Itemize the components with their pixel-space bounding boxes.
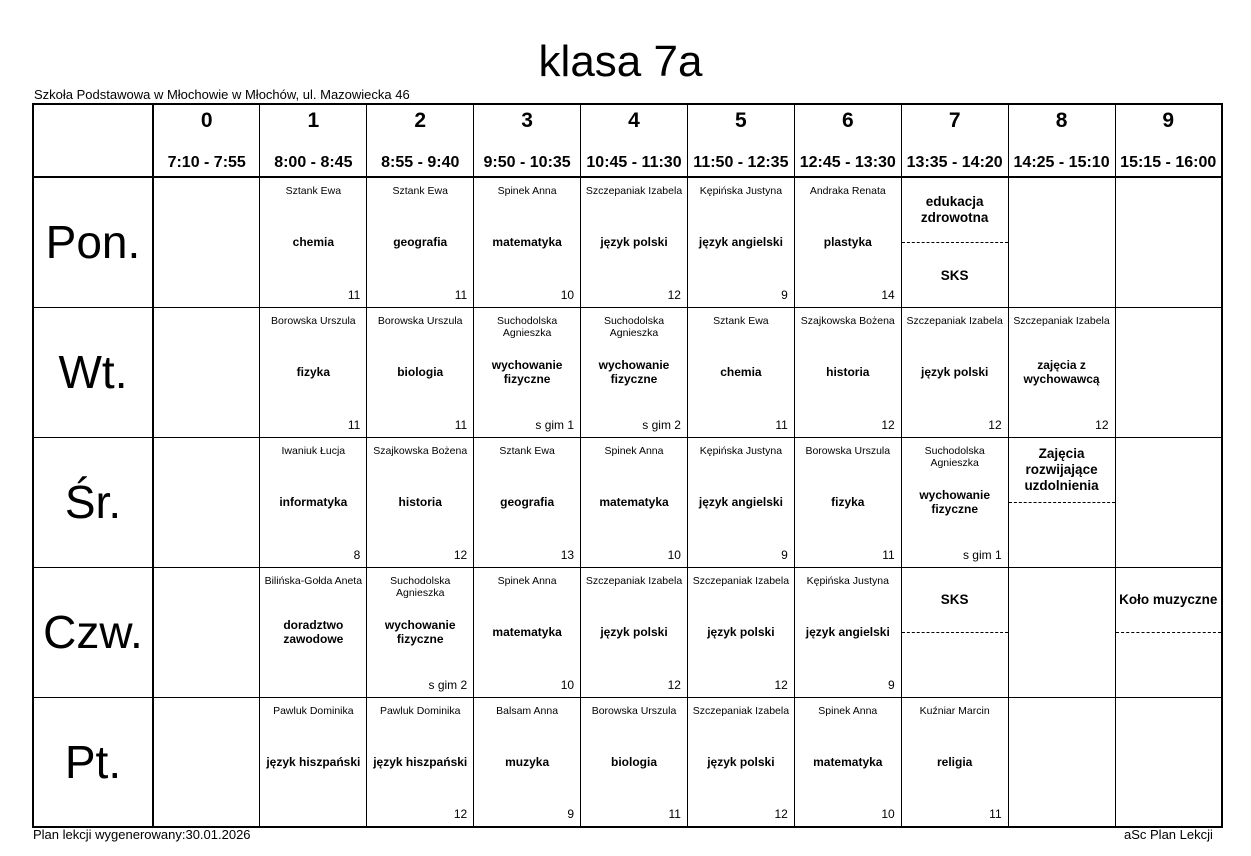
lesson-subject: wychowanie fizyczne bbox=[598, 357, 670, 386]
generated-note: Plan lekcji wygenerowany:30.01.2026 bbox=[33, 827, 251, 842]
lesson-room: s gim 1 bbox=[962, 547, 1002, 562]
period-time: 8:55 - 9:40 bbox=[381, 154, 460, 171]
timetable-grid bbox=[32, 103, 1223, 828]
day-header bbox=[33, 307, 153, 437]
lesson-cell[interactable] bbox=[687, 177, 794, 307]
lesson-cell[interactable] bbox=[901, 307, 1008, 437]
lesson-teacher: Borowska Urszula bbox=[805, 444, 891, 457]
period-time: 7:10 - 7:55 bbox=[167, 154, 246, 171]
empty-cell bbox=[1115, 697, 1222, 827]
lesson-subject: geografia bbox=[393, 235, 448, 249]
empty-cell bbox=[1008, 567, 1115, 697]
period-number: 7 bbox=[948, 109, 961, 132]
lesson-teacher: Kępińska Justyna bbox=[699, 444, 783, 457]
period-number: 2 bbox=[414, 109, 427, 132]
empty-cell bbox=[153, 437, 260, 567]
lesson-subject: zajęcia z wychowawcą bbox=[1023, 357, 1100, 386]
lesson-cell[interactable] bbox=[794, 307, 901, 437]
split-divider bbox=[902, 632, 1008, 633]
period-header-6 bbox=[794, 104, 901, 177]
lesson-subject: matematyka bbox=[492, 235, 562, 249]
lesson-subject: muzyka bbox=[505, 754, 550, 769]
lesson-room: 12 bbox=[667, 677, 681, 692]
lesson-room: 12 bbox=[667, 287, 681, 302]
lesson-cell[interactable] bbox=[260, 697, 367, 827]
day-name: Czw. bbox=[43, 606, 143, 658]
lesson-subject: chemia bbox=[720, 364, 762, 379]
lesson-cell[interactable] bbox=[581, 697, 688, 827]
lesson-room: 11 bbox=[989, 807, 1002, 821]
app-credit: aSc Plan Lekcji bbox=[1124, 827, 1213, 842]
lesson-subject: wychowanie fizyczne bbox=[491, 357, 563, 386]
period-time: 11:50 - 12:35 bbox=[693, 154, 789, 171]
lesson-teacher: Kępińska Justyna bbox=[806, 574, 889, 587]
lesson-room: s gim 1 bbox=[535, 417, 575, 432]
lesson-room: 12 bbox=[774, 677, 788, 692]
empty-cell bbox=[1008, 177, 1115, 307]
split-divider bbox=[902, 242, 1008, 243]
day-row bbox=[33, 567, 1222, 697]
period-header-1 bbox=[260, 104, 367, 177]
period-time: 9:50 - 10:35 bbox=[483, 154, 571, 171]
lesson-subject-top: SKS bbox=[940, 591, 969, 607]
lesson-room: 11 bbox=[882, 547, 895, 562]
lesson-subject: język angielski bbox=[698, 235, 783, 249]
period-time: 14:25 - 15:10 bbox=[1013, 154, 1110, 171]
lesson-room: 10 bbox=[667, 547, 681, 562]
lesson-subject: język polski bbox=[707, 754, 775, 769]
lesson-cell[interactable] bbox=[794, 567, 901, 697]
school-name: Szkoła Podstawowa w Młochowie w Młochów, ul. Mazowiecka 46 bbox=[34, 87, 410, 102]
lesson-cell[interactable] bbox=[474, 697, 581, 827]
lesson-room: 8 bbox=[353, 547, 361, 562]
empty-cell bbox=[1008, 697, 1115, 827]
period-number: 8 bbox=[1055, 109, 1068, 132]
lesson-teacher: Sztank Ewa bbox=[713, 314, 769, 327]
lesson-cell[interactable] bbox=[474, 307, 581, 437]
lesson-teacher: Bilińska-Gołda Aneta bbox=[264, 574, 363, 587]
lesson-cell[interactable] bbox=[367, 307, 474, 437]
lesson-subject: język polski bbox=[707, 624, 775, 639]
lesson-subject: historia bbox=[826, 364, 870, 379]
day-header bbox=[33, 697, 153, 827]
lesson-cell[interactable] bbox=[367, 697, 474, 827]
lesson-teacher: Iwaniuk Łucja bbox=[281, 444, 346, 457]
lesson-room: 12 bbox=[1095, 417, 1109, 432]
lesson-subject: historia bbox=[398, 494, 442, 509]
lesson-teacher: Borowska Urszula bbox=[591, 704, 677, 717]
period-time: 15:15 - 16:00 bbox=[1120, 154, 1217, 171]
period-header-2 bbox=[367, 104, 474, 177]
lesson-room: s gim 2 bbox=[642, 417, 681, 432]
lesson-room: 10 bbox=[881, 807, 895, 821]
lesson-cell[interactable] bbox=[794, 177, 901, 307]
corner-cell bbox=[33, 104, 153, 177]
lesson-cell[interactable] bbox=[901, 567, 1008, 697]
empty-cell bbox=[1115, 437, 1222, 567]
lesson-room: 11 bbox=[668, 807, 681, 821]
lesson-cell[interactable] bbox=[1008, 307, 1115, 437]
lesson-cell[interactable] bbox=[1115, 567, 1222, 697]
lesson-cell[interactable] bbox=[581, 567, 688, 697]
lesson-cell[interactable] bbox=[260, 437, 367, 567]
lesson-cell[interactable] bbox=[367, 437, 474, 567]
lesson-subject: informatyka bbox=[279, 494, 348, 509]
lesson-subject: język hiszpański bbox=[266, 754, 361, 769]
empty-cell bbox=[153, 307, 260, 437]
day-name: Pon. bbox=[45, 216, 141, 269]
lesson-subject: matematyka bbox=[492, 624, 562, 639]
lesson-subject: religia bbox=[937, 754, 973, 769]
lesson-teacher: Kuźniar Marcin bbox=[919, 704, 990, 717]
lesson-subject: język angielski bbox=[698, 494, 783, 509]
lesson-subject: fizyka bbox=[831, 494, 865, 509]
lesson-teacher: Andraka Renata bbox=[809, 185, 886, 197]
lesson-teacher: Szajkowska Bożena bbox=[373, 444, 468, 457]
lesson-subject: matematyka bbox=[813, 754, 883, 769]
period-time: 12:45 - 13:30 bbox=[799, 154, 896, 171]
day-name: Pt. bbox=[64, 735, 122, 788]
period-header-9 bbox=[1115, 104, 1222, 177]
lesson-subject: język angielski bbox=[805, 624, 890, 639]
lesson-teacher: Spinek Anna bbox=[497, 185, 557, 197]
lesson-subject: język polski bbox=[600, 624, 668, 639]
lesson-cell[interactable] bbox=[474, 437, 581, 567]
lesson-teacher: Balsam Anna bbox=[496, 704, 559, 717]
period-header-5 bbox=[687, 104, 794, 177]
lesson-teacher: Sztank Ewa bbox=[285, 185, 342, 197]
lesson-cell[interactable] bbox=[367, 177, 474, 307]
lesson-teacher: Borowska Urszula bbox=[271, 314, 356, 327]
lesson-teacher: Szczepaniak Izabela bbox=[1013, 314, 1110, 327]
lesson-teacher: Sztank Ewa bbox=[392, 185, 448, 197]
lesson-teacher: Szczepaniak Izabela bbox=[585, 574, 683, 587]
lesson-cell[interactable] bbox=[794, 437, 901, 567]
lesson-teacher: Borowska Urszula bbox=[377, 314, 463, 327]
lesson-teacher: Pawluk Dominika bbox=[273, 704, 354, 717]
lesson-teacher: Sztank Ewa bbox=[499, 444, 555, 457]
period-header-0 bbox=[153, 104, 260, 177]
lesson-room: 11 bbox=[347, 417, 361, 432]
lesson-subject: chemia bbox=[292, 235, 335, 249]
lesson-cell[interactable] bbox=[581, 437, 688, 567]
lesson-room: 9 bbox=[567, 807, 575, 821]
day-row bbox=[33, 437, 1222, 567]
day-name: Śr. bbox=[64, 476, 122, 528]
lesson-room: 12 bbox=[453, 547, 468, 562]
lesson-subject: matematyka bbox=[599, 494, 669, 509]
split-divider bbox=[1009, 502, 1115, 503]
empty-cell bbox=[1115, 177, 1222, 307]
empty-cell bbox=[153, 697, 260, 827]
lesson-cell[interactable] bbox=[687, 697, 794, 827]
lesson-subject: język polski bbox=[600, 235, 668, 249]
lesson-cell[interactable] bbox=[474, 177, 581, 307]
period-time: 8:00 - 8:45 bbox=[274, 154, 353, 171]
period-header-row bbox=[33, 104, 1222, 177]
lesson-teacher: Szczepaniak Izabela bbox=[692, 704, 790, 717]
lesson-cell[interactable] bbox=[260, 177, 367, 307]
lesson-cell[interactable] bbox=[474, 567, 581, 697]
lesson-subject-top: Koło muzyczne bbox=[1119, 591, 1218, 607]
period-number: 6 bbox=[841, 109, 854, 132]
lesson-subject: doradztwo zawodowe bbox=[283, 617, 344, 646]
lesson-room: 9 bbox=[781, 287, 788, 302]
lesson-subject: geografia bbox=[500, 494, 555, 509]
lesson-room: 13 bbox=[560, 547, 575, 562]
lesson-cell[interactable] bbox=[901, 437, 1008, 567]
lesson-room: s gim 2 bbox=[428, 677, 468, 692]
lesson-room: 12 bbox=[453, 807, 468, 821]
page-title: klasa 7a bbox=[538, 37, 703, 86]
lesson-cell[interactable] bbox=[1008, 437, 1115, 567]
period-number: 1 bbox=[307, 109, 320, 132]
day-name: Wt. bbox=[58, 346, 128, 398]
lesson-cell[interactable] bbox=[687, 437, 794, 567]
lesson-teacher: Suchodolska Agnieszka bbox=[603, 314, 665, 339]
lesson-cell[interactable] bbox=[581, 307, 688, 437]
lesson-subject-top: Zajęcia rozwijające uzdolnienia bbox=[1024, 445, 1099, 493]
lesson-teacher: Szajkowska Bożena bbox=[800, 314, 895, 327]
lesson-teacher: Spinek Anna bbox=[818, 704, 878, 717]
lesson-subject: fizyka bbox=[296, 364, 331, 379]
lesson-room: 12 bbox=[881, 417, 895, 432]
lesson-teacher: Kępińska Justyna bbox=[699, 185, 783, 197]
lesson-teacher: Suchodolska Agnieszka bbox=[497, 314, 558, 339]
lesson-room: 12 bbox=[988, 417, 1002, 432]
lesson-cell[interactable] bbox=[687, 567, 794, 697]
period-time: 13:35 - 14:20 bbox=[906, 154, 1003, 171]
empty-cell bbox=[153, 567, 260, 697]
lesson-room: 9 bbox=[781, 547, 788, 562]
lesson-cell[interactable] bbox=[687, 307, 794, 437]
day-row bbox=[33, 307, 1222, 437]
day-row bbox=[33, 697, 1222, 827]
lesson-subject: wychowanie fizyczne bbox=[919, 487, 991, 516]
lesson-cell[interactable] bbox=[260, 307, 367, 437]
lesson-subject: wychowanie fizyczne bbox=[384, 617, 456, 646]
lesson-room: 14 bbox=[881, 287, 895, 302]
empty-cell bbox=[153, 177, 260, 307]
lesson-teacher: Spinek Anna bbox=[604, 444, 664, 457]
empty-cell bbox=[1115, 307, 1222, 437]
lesson-room: 9 bbox=[888, 677, 895, 692]
period-header-3 bbox=[474, 104, 581, 177]
day-row bbox=[33, 177, 1222, 307]
lesson-cell[interactable] bbox=[794, 697, 901, 827]
lesson-cell[interactable] bbox=[581, 177, 688, 307]
lesson-subject: plastyka bbox=[823, 235, 872, 249]
lesson-teacher: Suchodolska Agnieszka bbox=[390, 574, 451, 599]
lesson-subject: biologia bbox=[397, 364, 444, 379]
period-number: 0 bbox=[200, 109, 213, 132]
day-header bbox=[33, 567, 153, 697]
lesson-subject: język hiszpański bbox=[373, 754, 468, 769]
lesson-teacher: Szczepaniak Izabela bbox=[906, 314, 1003, 327]
lesson-teacher: Szczepaniak Izabela bbox=[692, 574, 790, 587]
lesson-cell[interactable] bbox=[367, 567, 474, 697]
split-divider bbox=[1116, 632, 1221, 633]
lesson-room: 11 bbox=[347, 287, 361, 302]
day-header bbox=[33, 177, 153, 307]
lesson-cell[interactable] bbox=[901, 177, 1008, 307]
lesson-subject: język polski bbox=[920, 364, 989, 379]
lesson-room: 12 bbox=[774, 807, 788, 821]
period-number: 4 bbox=[628, 109, 640, 132]
timetable-body bbox=[33, 177, 1222, 827]
lesson-room: 11 bbox=[454, 287, 468, 302]
lesson-room: 10 bbox=[560, 287, 575, 302]
period-number: 3 bbox=[521, 109, 533, 132]
lesson-cell[interactable] bbox=[260, 567, 367, 697]
period-time: 10:45 - 11:30 bbox=[586, 154, 682, 171]
lesson-cell[interactable] bbox=[901, 697, 1008, 827]
lesson-subject: biologia bbox=[611, 754, 657, 769]
period-number: 5 bbox=[735, 109, 747, 132]
lesson-teacher: Spinek Anna bbox=[497, 574, 557, 587]
lesson-subject-bottom: SKS bbox=[940, 268, 969, 283]
day-header bbox=[33, 437, 153, 567]
period-number: 9 bbox=[1162, 109, 1175, 132]
lesson-room: 10 bbox=[560, 677, 575, 692]
lesson-teacher: Szczepaniak Izabela bbox=[585, 185, 683, 197]
lesson-room: 11 bbox=[775, 417, 788, 432]
period-header-7 bbox=[901, 104, 1008, 177]
lesson-subject-top: edukacja zdrowotna bbox=[920, 194, 989, 225]
lesson-teacher: Pawluk Dominika bbox=[379, 704, 461, 717]
period-header-8 bbox=[1008, 104, 1115, 177]
lesson-room: 11 bbox=[454, 417, 468, 432]
period-header-4 bbox=[581, 104, 688, 177]
lesson-teacher: Suchodolska Agnieszka bbox=[924, 444, 985, 469]
